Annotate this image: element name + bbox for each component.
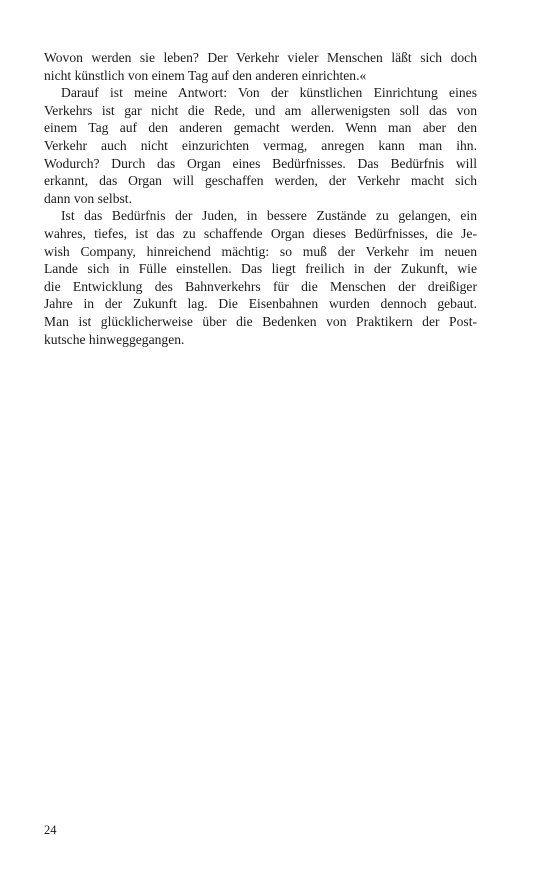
page-number: 24 bbox=[44, 823, 57, 837]
body-text bbox=[44, 49, 477, 348]
text-line: Lande sich in Fülle einstellen. Das liegt freilich in der Zukunft, wie bbox=[44, 261, 477, 277]
text-line: Ist das Bedürfnis der Juden, in bessere Zustände zu gelangen, ein bbox=[61, 208, 477, 224]
text-line: einem Tag auf den anderen gemacht werden. Wenn man aber den bbox=[44, 120, 477, 136]
text-line: Wovon werden sie leben? Der Verkehr vieler Menschen läßt sich doch bbox=[44, 50, 477, 65]
text-line: nicht künstlich von einem Tag auf den anderen einrichten.« bbox=[44, 67, 367, 83]
text-line: Verkehrs ist gar nicht die Rede, und am allerwenigsten soll das von bbox=[44, 102, 477, 118]
text-line: Verkehr auch nicht einzurichten vermag, anregen kann man ihn. bbox=[44, 137, 477, 153]
text-line: Jahre in der Zukunft lag. Die Eisenbahnen wurden dennoch gebaut. bbox=[44, 296, 477, 312]
text-line: die Entwicklung des Bahnverkehrs für die Menschen der dreißiger bbox=[44, 278, 477, 294]
text-line: Wodurch? Durch das Organ eines Bedürfnisses. Das Bedürfnis will bbox=[44, 155, 477, 171]
text-line: wish Company, hinreichend mächtig: so muß der Verkehr im neuen bbox=[44, 243, 477, 259]
text-line: wahres, tiefes, ist das zu schaffende Organ dieses Bedürfnisses, die Je- bbox=[44, 225, 477, 241]
text-line: Man ist glücklicherweise über die Bedenken von Praktikern der Post- bbox=[44, 313, 477, 329]
text-line: dann von selbst. bbox=[44, 190, 132, 206]
text-line: Darauf ist meine Antwort: Von der künstlichen Einrichtung eines bbox=[61, 85, 477, 101]
text-line: kutsche hinweggegangen. bbox=[44, 331, 185, 347]
text-line: erkannt, das Organ will geschaffen werden, der Verkehr macht sich bbox=[44, 173, 477, 189]
